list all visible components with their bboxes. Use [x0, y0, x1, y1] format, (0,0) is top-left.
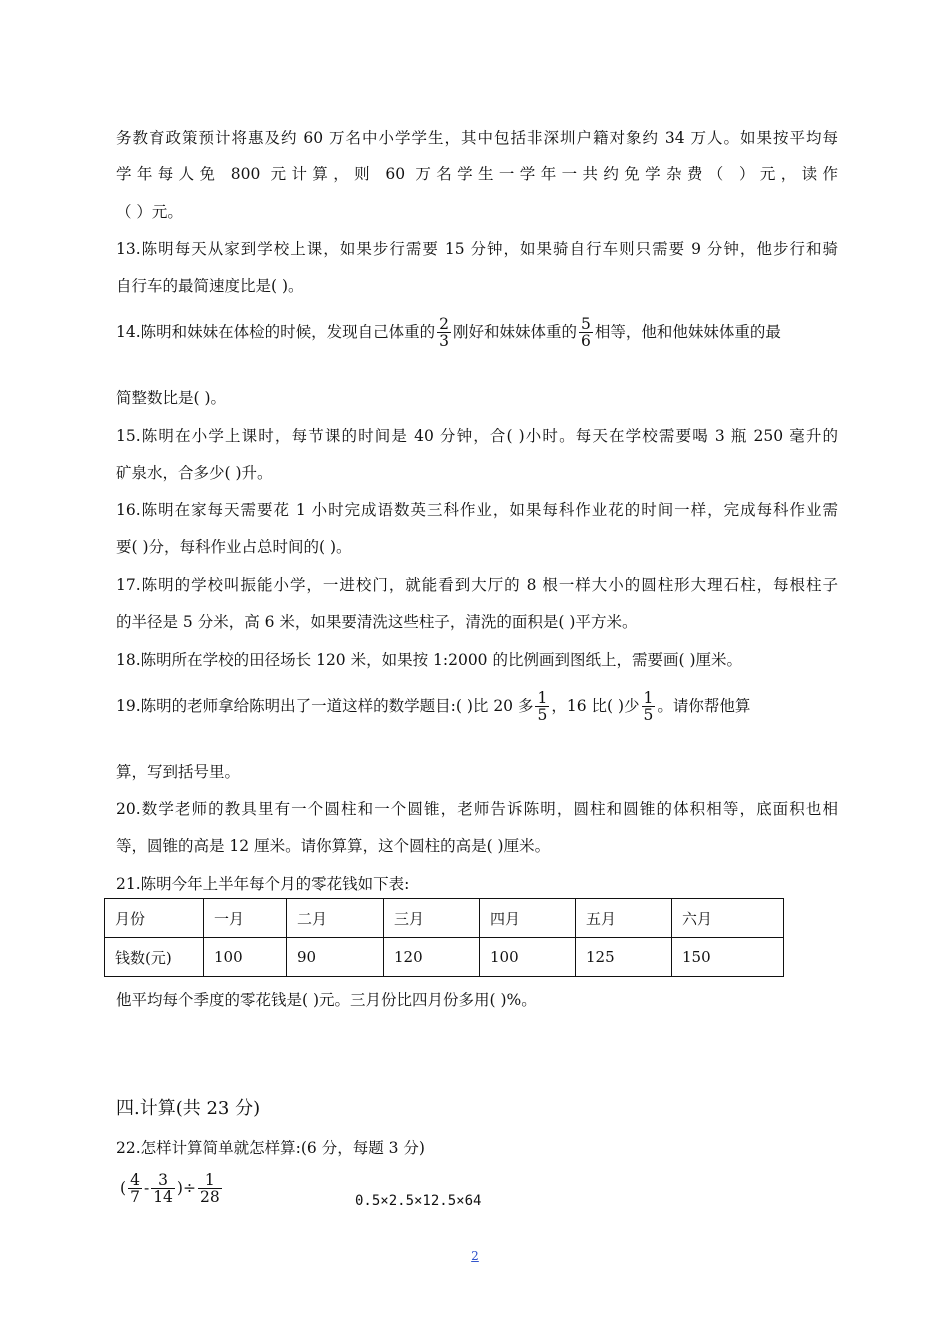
- fraction: [579, 316, 593, 350]
- minus-sign: -: [143, 1178, 150, 1197]
- table-cell: 五月: [576, 899, 672, 938]
- question-22: 22.怎样计算简单就怎样算:(6 分，每题 3 分): [116, 1139, 425, 1157]
- table-header-row: [105, 899, 784, 938]
- q19-text-post: 。请你帮他算: [657, 696, 751, 715]
- q14-text-pre: 14.陈明和妹妹在体检的时候，发现自己体重的: [116, 322, 436, 341]
- fraction-numerator: 3: [151, 1172, 175, 1189]
- q19-text-mid: ，16 比( )少: [551, 696, 640, 715]
- calc-expression-1: [120, 1172, 224, 1206]
- question-13-line-2: 自行车的最简速度比是( )。: [116, 277, 304, 295]
- fraction-numerator: 1: [198, 1172, 222, 1189]
- table-row: [105, 938, 784, 977]
- table-cell: 四月: [480, 899, 576, 938]
- fraction-numerator: 2: [439, 315, 450, 333]
- table-cell: 90: [287, 938, 384, 977]
- page-number: 2: [471, 1249, 479, 1263]
- table-cell: 150: [672, 938, 784, 977]
- table-cell: 钱数(元): [105, 938, 204, 977]
- question-17-line-1: 17.陈明的学校叫振能小学，一进校门，就能看到大厅的 8 根一样大小的圆柱形大理石柱，每根柱子: [116, 576, 838, 594]
- fraction-numerator: 1: [537, 689, 548, 707]
- table-cell: 六月: [672, 899, 784, 938]
- calc-expression-2: 0.5×2.5×12.5×64: [355, 1193, 482, 1209]
- fraction: [198, 1172, 222, 1206]
- question-19-line-1: [116, 690, 750, 724]
- text-line: 务教育政策预计将惠及约 60 万名中小学学生，其中包括非深圳户籍对象约 34 万人。如果按平均每: [116, 129, 838, 147]
- table-cell: 100: [480, 938, 576, 977]
- allowance-table: [104, 898, 784, 977]
- fraction: [642, 690, 656, 724]
- text-line: （ ）元。: [116, 203, 183, 221]
- fraction-denominator: 5: [643, 706, 654, 725]
- question-14-line-2: 简整数比是( )。: [116, 389, 227, 407]
- fraction-denominator: 7: [130, 1188, 140, 1207]
- fraction-denominator: 5: [537, 706, 548, 725]
- fraction-denominator: 14: [153, 1188, 173, 1207]
- question-21-follow-up: 他平均每个季度的零花钱是( )元。三月份比四月份多用( )%。: [116, 991, 537, 1009]
- question-15-line-1: 15.陈明在小学上课时，每节课的时间是 40 分钟，合( )小时。每天在学校需要喝 3 瓶 250 毫升的: [116, 427, 838, 445]
- table-cell: 100: [204, 938, 287, 977]
- fraction-numerator: 5: [581, 315, 591, 333]
- q14-text-mid: 刚好和妹妹体重的: [453, 322, 578, 341]
- question-17-line-2: 的半径是 5 分米，高 6 米，如果要清洗这些柱子，清洗的面积是( )平方米。: [116, 613, 638, 631]
- table-cell: 三月: [384, 899, 480, 938]
- table-cell: 月份: [105, 899, 204, 938]
- fraction: [535, 690, 549, 724]
- question-15-line-2: 矿泉水，合多少( )升。: [116, 464, 273, 482]
- fraction-numerator: 4: [130, 1171, 140, 1189]
- question-20-line-2: 等，圆锥的高是 12 厘米。请你算算，这个圆柱的高是( )厘米。: [116, 837, 551, 855]
- open-paren: (: [120, 1178, 127, 1197]
- table-cell: 125: [576, 938, 672, 977]
- question-18: 18.陈明所在学校的田径场长 120 米，如果按 1:2000 的比例画到图纸上，需要画( )厘米。: [116, 651, 742, 669]
- question-19-line-2: 算，写到括号里。: [116, 763, 241, 781]
- q14-text-post: 相等，他和他妹妹体重的最: [594, 322, 781, 341]
- table-cell: 二月: [287, 899, 384, 938]
- text-line: 学年每人免 800 元计算，则 60 万名学生一学年一共约免学杂费（ ）元，读作: [116, 165, 838, 183]
- fraction-denominator: 3: [439, 332, 450, 351]
- table-cell: 120: [384, 938, 480, 977]
- fraction: [437, 316, 451, 350]
- section-heading: 四.计算(共 23 分): [116, 1098, 261, 1119]
- question-16-line-1: 16.陈明在家每天需要花 1 小时完成语数英三科作业，如果每科作业花的时间一样，完成每科作业需: [116, 501, 838, 519]
- q19-text-pre: 19.陈明的老师拿给陈明出了一道这样的数学题目:( )比 20 多: [116, 696, 534, 715]
- fraction: [128, 1172, 142, 1206]
- fraction-denominator: 28: [199, 1188, 220, 1207]
- fraction-numerator: 1: [643, 689, 654, 707]
- question-14-line-1: [116, 316, 781, 350]
- question-21: 21.陈明今年上半年每个月的零花钱如下表:: [116, 875, 410, 893]
- question-13-line-1: 13.陈明每天从家到学校上课，如果步行需要 15 分钟，如果骑自行车则只需要 9 分钟，他步行和骑: [116, 240, 838, 258]
- question-20-line-1: 20.数学老师的教具里有一个圆柱和一个圆锥，老师告诉陈明，圆柱和圆锥的体积相等，底面积也相: [116, 800, 838, 818]
- fraction-denominator: 6: [581, 332, 591, 351]
- table-cell: 一月: [204, 899, 287, 938]
- question-16-line-2: 要( )分，每科作业占总时间的( )。: [116, 538, 352, 556]
- close-paren-divide: )÷: [176, 1178, 196, 1197]
- fraction: [151, 1172, 175, 1206]
